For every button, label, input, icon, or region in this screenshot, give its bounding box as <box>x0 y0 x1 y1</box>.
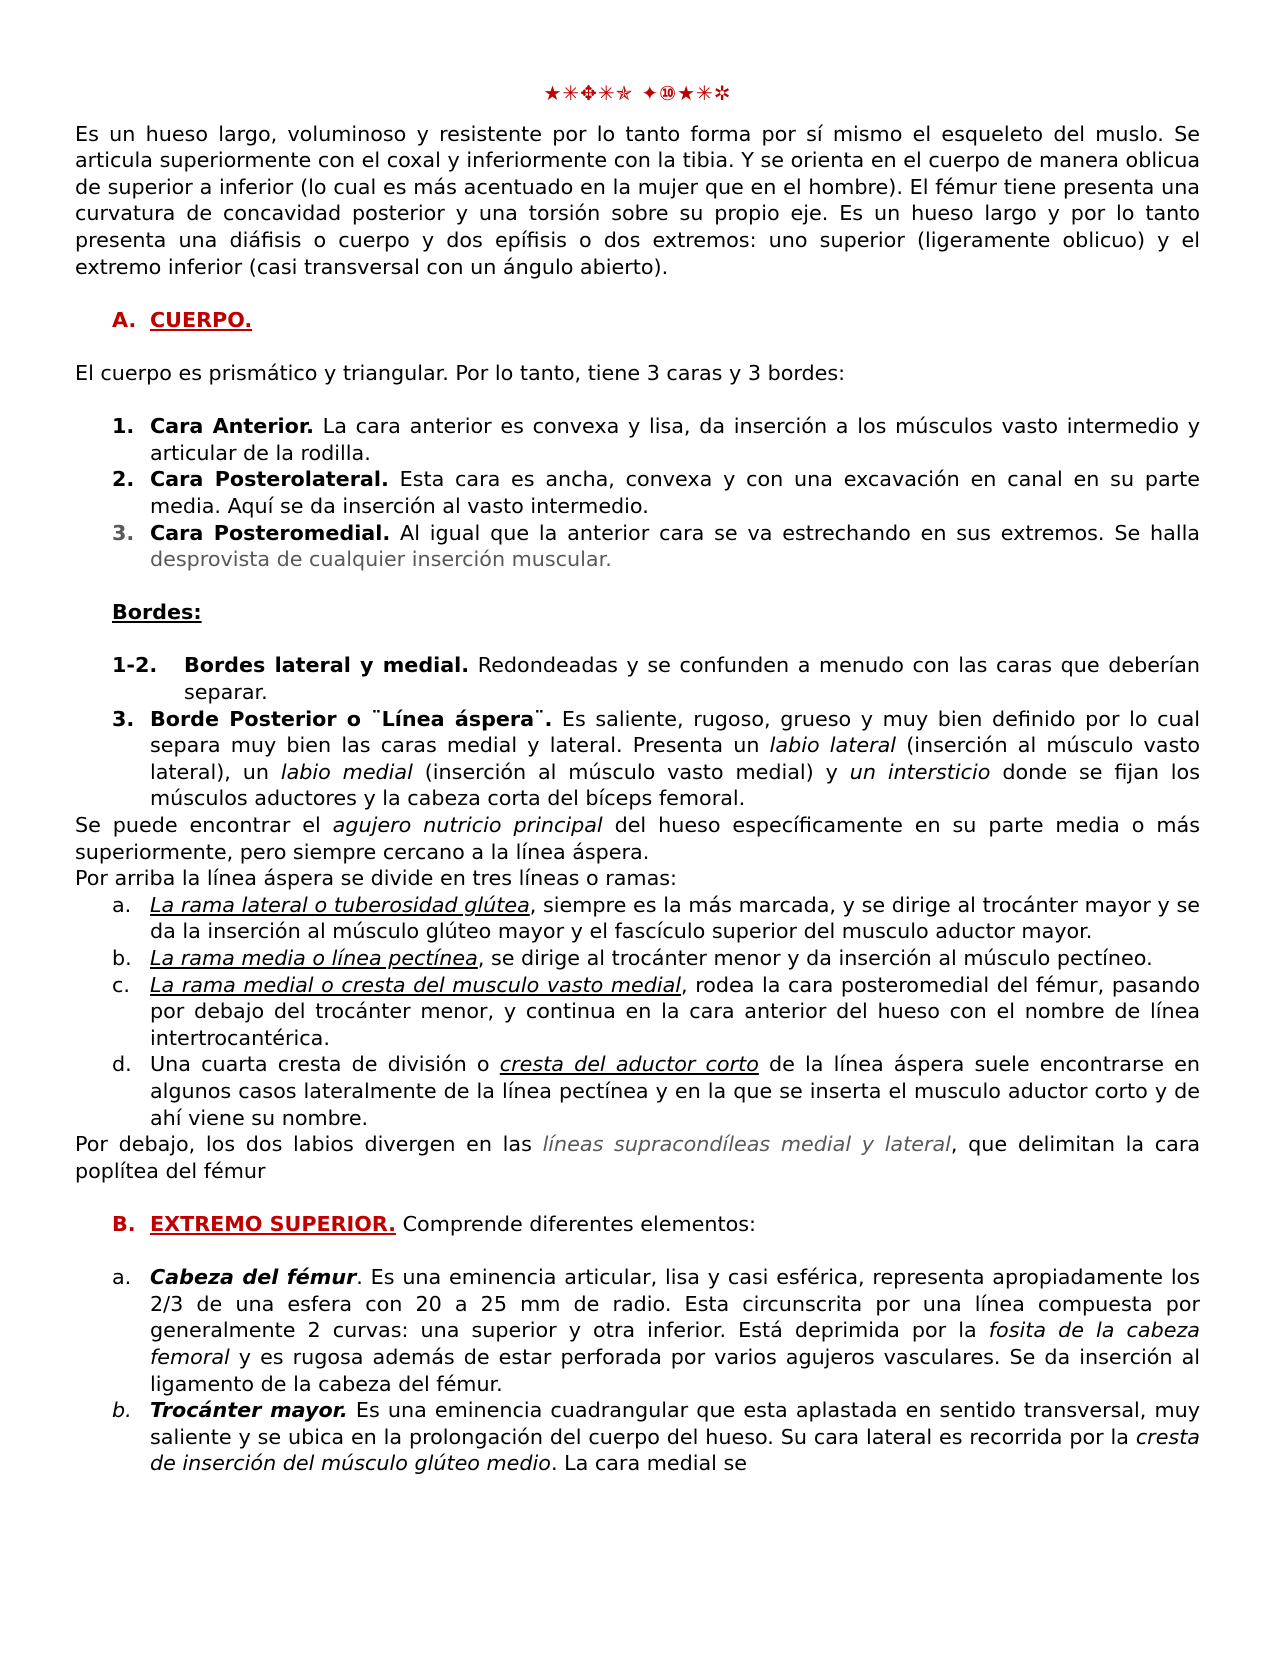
section-b-text: Comprende diferentes elementos: <box>396 1211 756 1236</box>
list-item <box>75 652 1200 705</box>
text-run: donde se fijan los músculos aductores y la cabeza corta del bíceps femoral. <box>150 759 1200 811</box>
list-item-title: Cabeza del fémur <box>150 1265 357 1290</box>
italic-term: líneas supracondíleas medial y lateral <box>542 1132 951 1157</box>
list-item <box>75 1397 1200 1477</box>
list-item-title: Cara Posterolateral. <box>150 467 389 492</box>
list-letter: c. <box>112 972 130 997</box>
ramas-intro: Por arriba la línea áspera se divide en tres líneas o ramas: <box>75 866 677 891</box>
section-b-letter: B. <box>112 1211 136 1236</box>
list-item <box>75 972 1200 1052</box>
italic-term: cresta de inserción del músculo glúteo medio <box>150 1424 1200 1476</box>
list-letter: a. <box>112 892 132 917</box>
list-item <box>75 1051 1200 1131</box>
list-item <box>75 1264 1200 1397</box>
text-run: . La cara medial se <box>550 1451 747 1476</box>
list-number: 1. <box>112 414 135 439</box>
list-item <box>75 706 1200 812</box>
list-number: 2. <box>112 467 135 492</box>
text-run: . Es una eminencia articular, lisa y casi esférica, representa apropiadamente los 2/3 de una esfera con 20 a 25 mm de radio. Esta circunscrita por una línea compuesta por generalmente 2 curvas: una superior y otra inferior. Está deprimida por la <box>150 1265 1200 1343</box>
list-item-text: Esta cara es ancha, convexa y con una excavación en canal en su parte media. Aquí se da inserción al vasto intermedio. <box>150 467 1200 518</box>
list-item-title: Trocánter mayor. <box>150 1398 348 1423</box>
text-run: del hueso específicamente en su parte media o más superiormente, pero siempre cercano a la línea áspera. <box>75 813 1200 864</box>
document-page <box>75 80 1200 1477</box>
list-item-title: Cara Anterior. <box>150 414 314 439</box>
list-number: 3. <box>112 520 135 545</box>
italic-term: labio lateral <box>769 733 896 758</box>
bordes-heading: Bordes: <box>112 600 202 625</box>
list-item-text: Redondeadas y se confunden a menudo con las caras que deberían separar. <box>184 653 1200 705</box>
text-run: , se dirige al trocánter menor y da inserción al músculo pectíneo. <box>477 946 1153 970</box>
nutricio-paragraph <box>75 812 1200 865</box>
underlined-term: La rama media o línea pectínea <box>150 946 478 970</box>
list-letter: b. <box>112 1398 132 1423</box>
list-letter: a. <box>112 1265 132 1290</box>
section-b-title: EXTREMO SUPERIOR. <box>150 1211 397 1236</box>
text-run: (inserción al músculo vasto lateral), un <box>150 733 1200 784</box>
list-item-title: Borde Posterior o ¨Línea áspera¨. <box>150 706 553 731</box>
text-run: Es saliente, rugoso, grueso y muy bien definido por lo cual separa muy bien las caras medial y lateral. Presenta un <box>150 706 1200 758</box>
text-run: Por debajo, los dos labios divergen en las <box>75 1132 543 1157</box>
italic-term: labio medial <box>280 759 413 784</box>
underlined-term: La rama lateral o tuberosidad glútea <box>150 892 530 917</box>
italic-term: agujero nutricio principal <box>332 813 603 838</box>
text-run: de la línea áspera suele encontrarse en algunos casos lateralmente de la línea pectínea y en la que se inserta el musculo aductor corto y de ahí viene su nombre. <box>150 1052 1200 1130</box>
intro-paragraph: Es un hueso largo, voluminoso y resistente por lo tanto forma por sí mismo el esqueleto del muslo. Se articula superiormente con el coxal y inferiormente con la tibia. Y se orienta en el cuerpo de manera oblicua de superior a inferior (lo cual es más acentuado en la mujer que en el hombre). El fémur tiene presenta una curvatura de concavidad posterior y una torsión sobre su propio eje. Es un hueso largo y por lo tanto presenta una diáfisis o cuerpo y dos epífisis o dos extremos: uno superior (ligeramente oblicuo) y el extremo inferior (casi transversal con un ángulo abierto). <box>75 121 1200 279</box>
list-item-title: Bordes lateral y medial. <box>184 653 470 678</box>
list-item <box>75 520 1200 573</box>
list-number: 3. <box>112 706 135 731</box>
cuerpo-intro: El cuerpo es prismático y triangular. Por lo tanto, tiene 3 caras y 3 bordes: <box>75 360 846 385</box>
list-item-title: Cara Posteromedial. <box>150 520 391 545</box>
italic-term: fosita de la cabeza femoral <box>150 1318 1200 1369</box>
section-a-letter: A. <box>112 307 137 332</box>
list-item <box>75 892 1200 945</box>
list-number: 1-2. <box>112 653 158 678</box>
document-title: ★✳✥✳✯ ✦⑩★✳✲ <box>543 81 732 105</box>
list-item <box>75 413 1200 466</box>
text-run: Una cuarta cresta de división o <box>150 1052 500 1077</box>
list-letter: b. <box>112 946 132 970</box>
text-run: Es una eminencia cuadrangular que esta aplastada en sentido transversal, muy saliente y se ubica en la prolongación del cuerpo del hueso. Su cara lateral es recorrida por la <box>150 1398 1201 1449</box>
text-run: Se puede encontrar el <box>75 813 333 838</box>
list-item <box>75 945 1200 972</box>
text-run: (inserción al músculo vasto medial) y <box>412 759 850 784</box>
list-item <box>75 466 1200 519</box>
text-run: y es rugosa además de estar perforada por varios agujeros vasculares. Se da inserción al ligamento de la cabeza del fémur. <box>150 1344 1200 1396</box>
section-a-heading <box>75 307 1200 334</box>
text-run: , rodea la cara posteromedial del fémur, pasando por debajo del trocánter menor, y continua en la cara anterior del hueso con el nombre de línea intertrocantérica. <box>150 972 1200 1050</box>
underlined-term: La rama medial o cresta del musculo vasto medial <box>150 972 682 997</box>
italic-term: un intersticio <box>849 759 991 784</box>
list-item-text: La cara anterior es convexa y lisa, da inserción a los músculos vasto intermedio y articular de la rodilla. <box>150 414 1200 465</box>
section-a-title: CUERPO. <box>150 307 253 332</box>
underlined-term: cresta del aductor corto <box>499 1052 759 1077</box>
debajo-paragraph <box>75 1131 1200 1184</box>
list-letter: d. <box>112 1052 132 1077</box>
section-b-heading <box>75 1211 1200 1238</box>
list-item-text: Al igual que la anterior cara se va estrechando en sus extremos. Se halla <box>390 520 1200 545</box>
list-item-text-gray: desprovista de cualquier inserción muscular. <box>150 547 612 572</box>
text-run: , siempre es la más marcada, y se dirige al trocánter mayor y se da la inserción al músculo glúteo mayor y el fascículo superior del musculo aductor mayor. <box>150 892 1200 944</box>
text-run: , que delimitan la cara poplítea del fémur <box>75 1132 1201 1183</box>
